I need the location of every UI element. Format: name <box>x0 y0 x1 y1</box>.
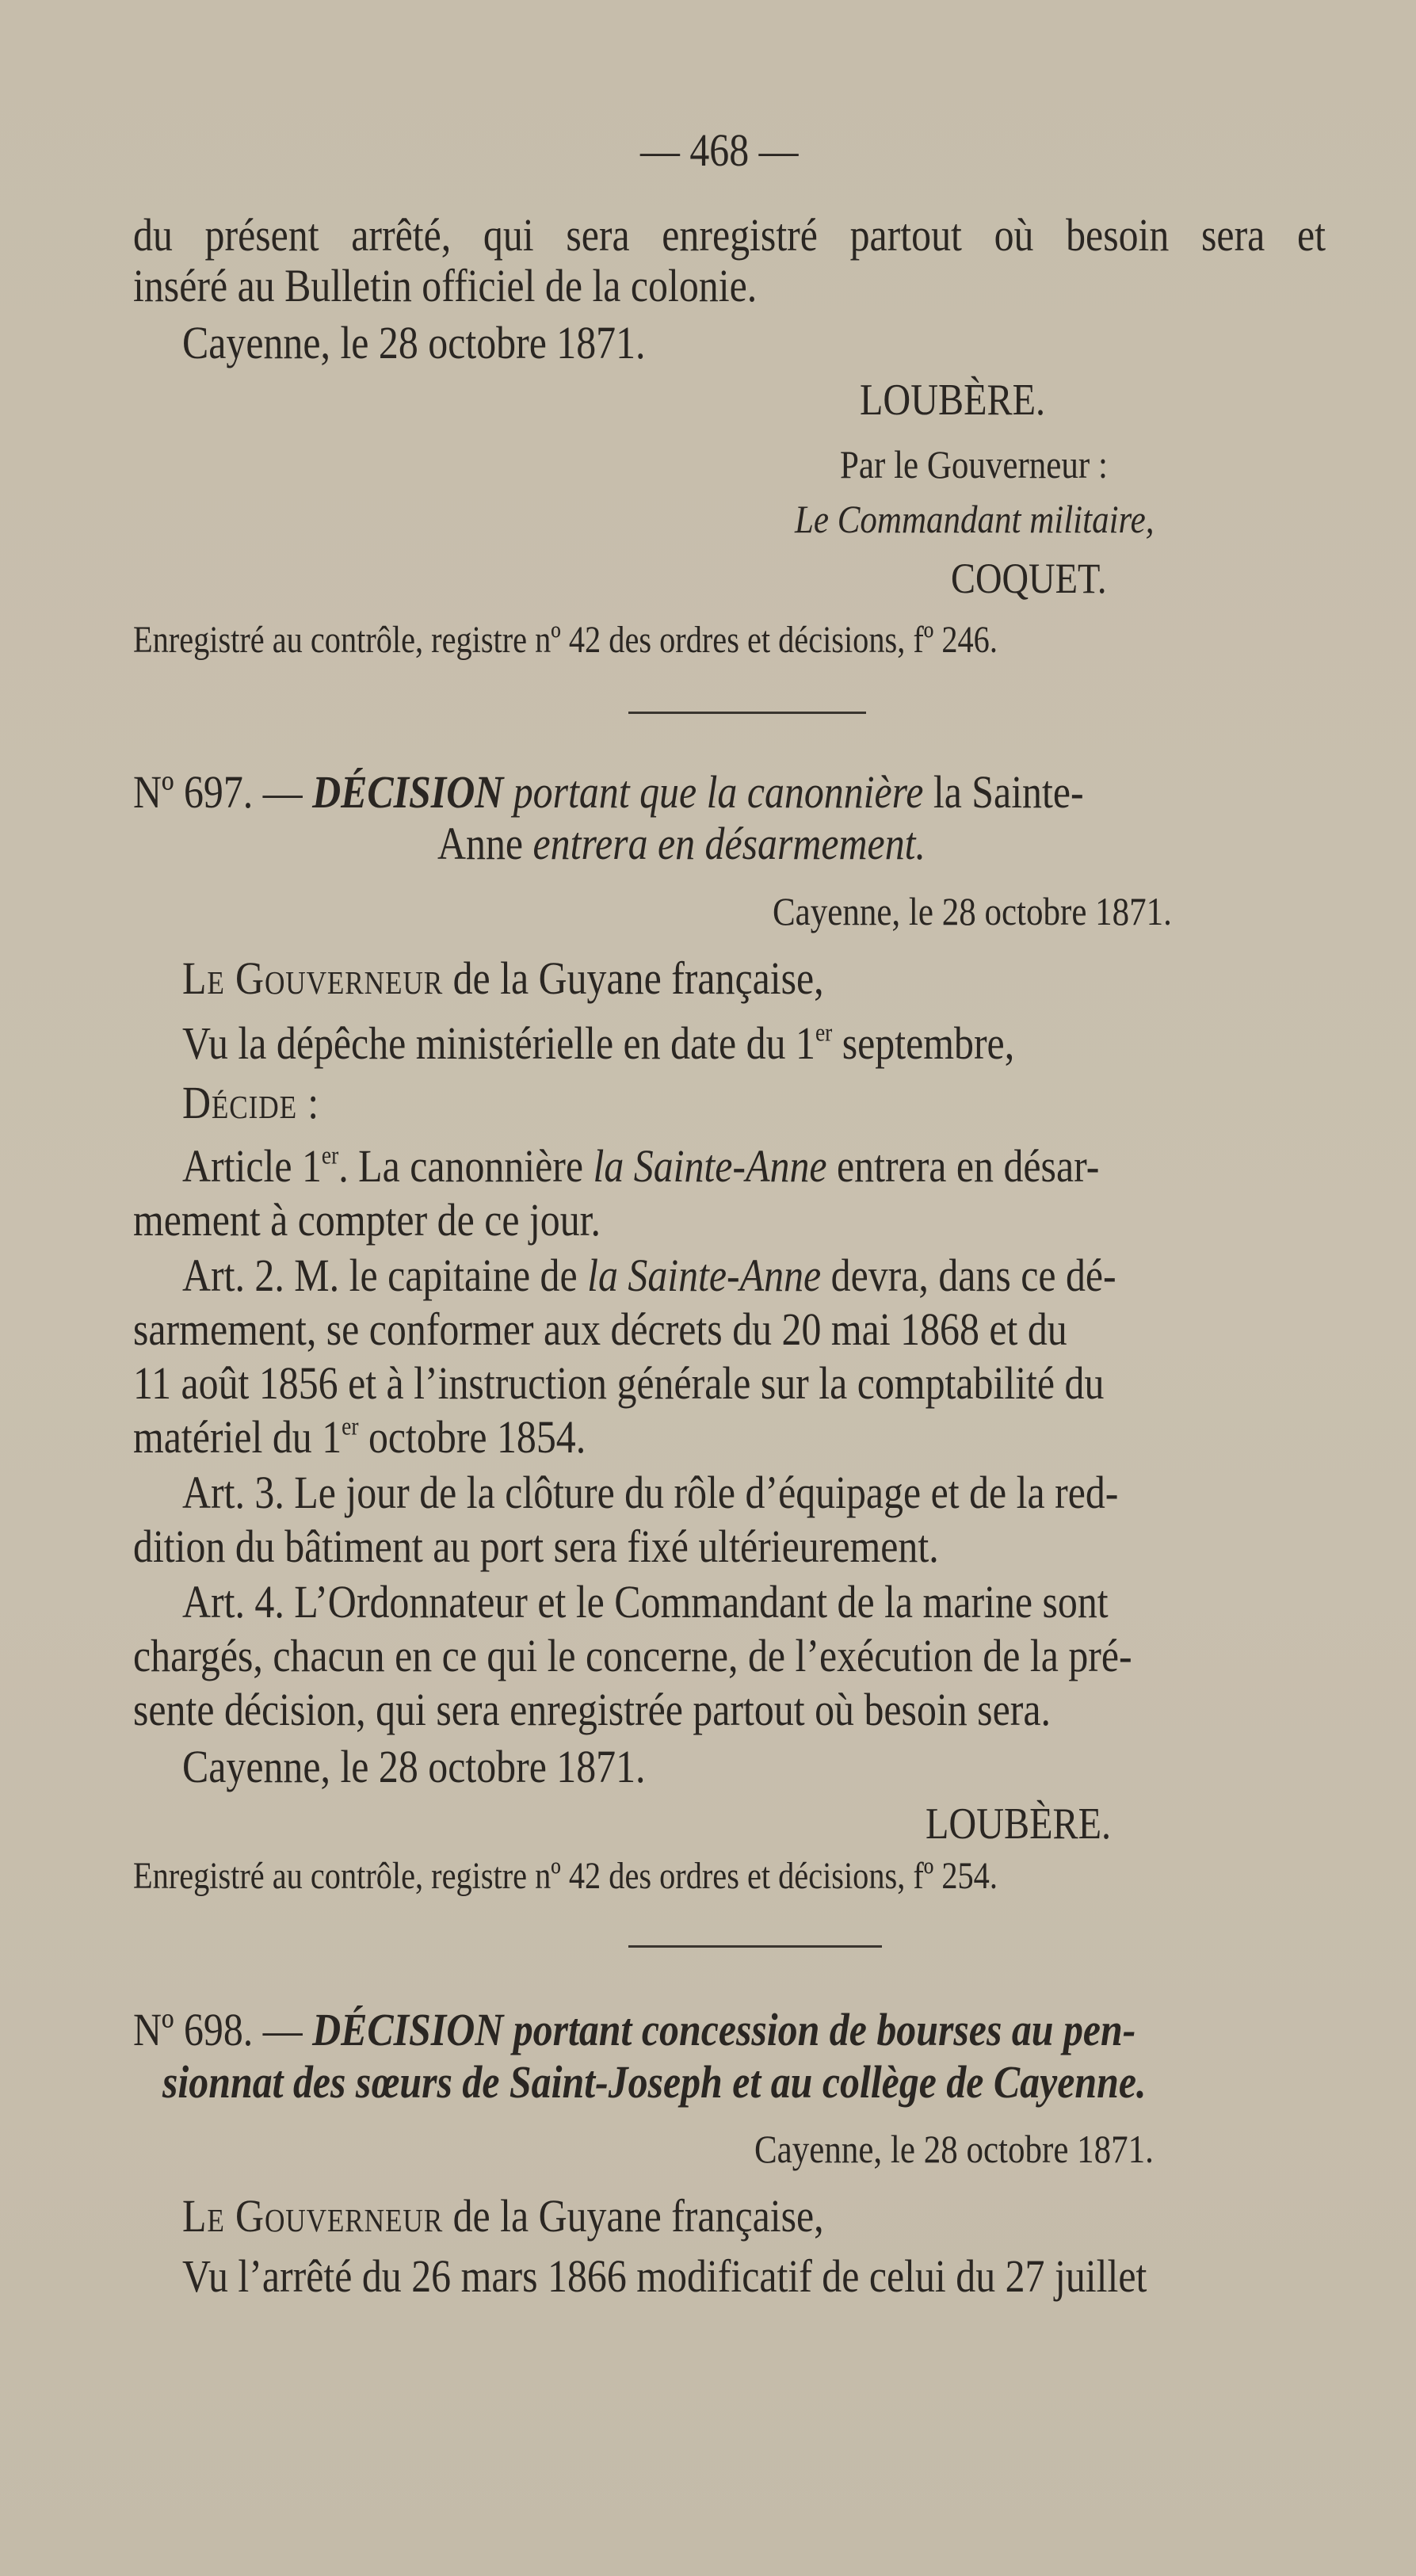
signature-coquet: COQUET. <box>951 555 1107 602</box>
article-3-line: Art. 3. Le jour de la clôture du rôle d’équipage et de la red- <box>182 1467 1119 1518</box>
separator-rule <box>628 1945 882 1948</box>
article-4-line: Art. 4. L’Ordonnateur et le Commandant de la marine sont <box>182 1576 1109 1628</box>
dateline: Cayenne, le 28 octobre 1871. <box>754 2127 1154 2171</box>
ship-name: la Sainte-Anne <box>593 1140 827 1192</box>
registration-line: Enregistré au contrôle, registre nº 42 des ordres et décisions, fº 246. <box>133 619 998 661</box>
text-line: du présent arrêté, qui sera enregistré partout où besoin sera et <box>133 209 1326 261</box>
article-text: octobre 1854. <box>358 1411 586 1463</box>
text-line: sente décision, qui sera enregistrée partout où besoin sera. <box>133 1684 1051 1735</box>
decide-label: Décide : <box>182 1077 320 1128</box>
superscript: er <box>815 1018 833 1047</box>
article-text: Article 1 <box>182 1140 322 1192</box>
text-line: inséré au Bulletin officiel de la colonie. <box>133 260 758 311</box>
article-1-line <box>182 1139 1212 1194</box>
article-text: devra, dans ce dé- <box>821 1250 1116 1301</box>
vu-text: Vu la dépêche ministérielle en date du 1 <box>182 1017 815 1069</box>
decision-number: Nº 697. — <box>133 766 303 818</box>
article-2-line <box>182 1248 1212 1303</box>
decision-697-title <box>133 765 1084 820</box>
article-text: Art. 2. M. le capitaine de <box>182 1250 588 1301</box>
vu-line <box>182 1016 1212 1071</box>
decision-label: DÉCISION <box>312 2004 504 2055</box>
decision-697-title-line2 <box>437 816 926 872</box>
text-line: 11 août 1856 et à l’instruction générale sur la comptabilité du <box>133 1357 1105 1409</box>
registration-line: Enregistré au contrôle, registre nº 42 des ordres et décisions, fº 254. <box>133 1855 998 1897</box>
superscript: er <box>342 1412 359 1441</box>
governor-text: de la Guyane française, <box>452 952 824 1004</box>
commandant-militaire: Le Commandant militaire, <box>795 497 1155 541</box>
title-text: entrera en désarmement. <box>532 818 926 869</box>
decision-label: DÉCISION <box>312 766 504 818</box>
vu-line: Vu l’arrêté du 26 mars 1866 modificatif de celui du 27 juillet <box>182 2250 1147 2302</box>
article-text: . La canonnière <box>338 1140 593 1192</box>
article-text: entrera en désar- <box>826 1140 1100 1192</box>
ship-name: la Sainte-Anne <box>587 1250 822 1301</box>
date-line: Cayenne, le 28 octobre 1871. <box>182 317 646 368</box>
governor-line <box>182 951 1212 1006</box>
text-line <box>133 1410 1162 1465</box>
text-line: mement à compter de ce jour. <box>133 1194 601 1246</box>
decision-698-title-line2: sionnat des sœurs de Saint-Joseph et au collège de Cayenne. <box>162 2056 1147 2108</box>
decision-number: Nº 698. — <box>133 2004 303 2055</box>
text-line: sarmement, se conformer aux décrets du 20 mai 1868 et du <box>133 1303 1067 1355</box>
article-text: matériel du 1 <box>133 1411 342 1463</box>
governor-label: Le Gouverneur <box>182 952 444 1004</box>
par-le-gouverneur: Par le Gouverneur : <box>840 442 1108 487</box>
governor-label: Le Gouverneur <box>182 2190 444 2242</box>
title-text: portant concession de bourses au pen- <box>513 2004 1136 2055</box>
signature-loubere: LOUBÈRE. <box>926 1799 1112 1849</box>
governor-line <box>182 2189 1212 2244</box>
title-text: la Sainte- <box>933 766 1084 818</box>
title-text: Anne <box>437 818 524 869</box>
text-line: chargés, chacun en ce qui le concerne, de l’exécution de la pré- <box>133 1630 1132 1681</box>
page-number: — 468 — <box>640 124 799 176</box>
decision-698-title <box>133 2002 1135 2058</box>
title-text: portant que la canonnière <box>513 766 924 818</box>
superscript: er <box>321 1141 339 1170</box>
text-line: dition du bâtiment au port sera fixé ultérieurement. <box>133 1521 939 1572</box>
date-line: Cayenne, le 28 octobre 1871. <box>182 1741 646 1792</box>
vu-text: septembre, <box>832 1017 1015 1069</box>
signature-loubere: LOUBÈRE. <box>860 376 1046 425</box>
dateline: Cayenne, le 28 octobre 1871. <box>773 889 1172 933</box>
governor-text: de la Guyane française, <box>452 2190 824 2242</box>
separator-rule <box>628 712 866 714</box>
